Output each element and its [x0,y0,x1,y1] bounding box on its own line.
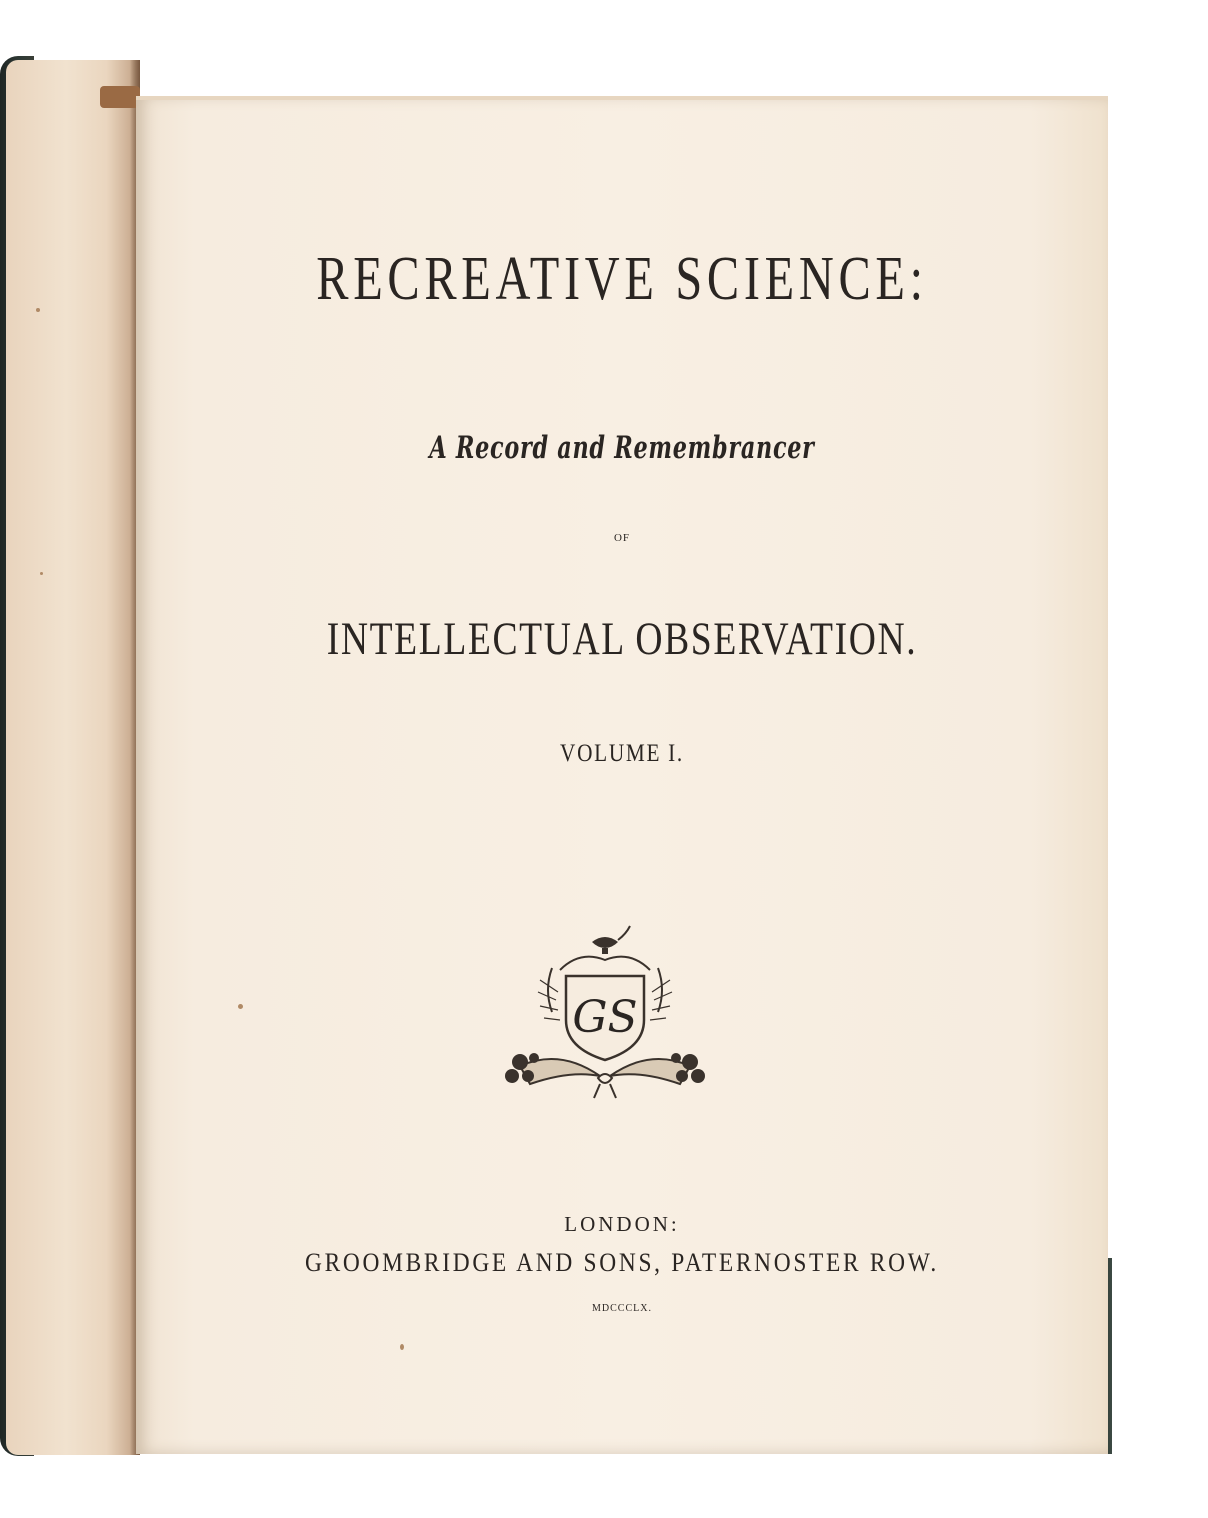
subtitle-connector: OF [613,532,631,544]
book-title: RECREATIVE SCIENCE: [316,245,928,313]
paper-speck [238,1004,243,1009]
publication-place: LONDON: [564,1212,680,1236]
publication-year: MDCCCLX. [592,1303,652,1314]
paper-speck [36,308,40,312]
monogram-text: GS [572,992,638,1043]
publisher-name: GROOMBRIDGE AND SONS, PATERNOSTER ROW. [305,1248,939,1277]
paper-speck [400,1344,404,1350]
book-subtitle: A Record and Remembrancer [429,430,815,466]
left-page-gutter [6,60,140,1455]
paper-speck [40,572,43,575]
book-subject: INTELLECTUAL OBSERVATION. [326,613,918,665]
volume-number: VOLUME I. [560,740,684,767]
spine-rim [100,86,140,108]
publisher-device-emblem [500,920,710,1100]
title-page [136,96,1108,1454]
